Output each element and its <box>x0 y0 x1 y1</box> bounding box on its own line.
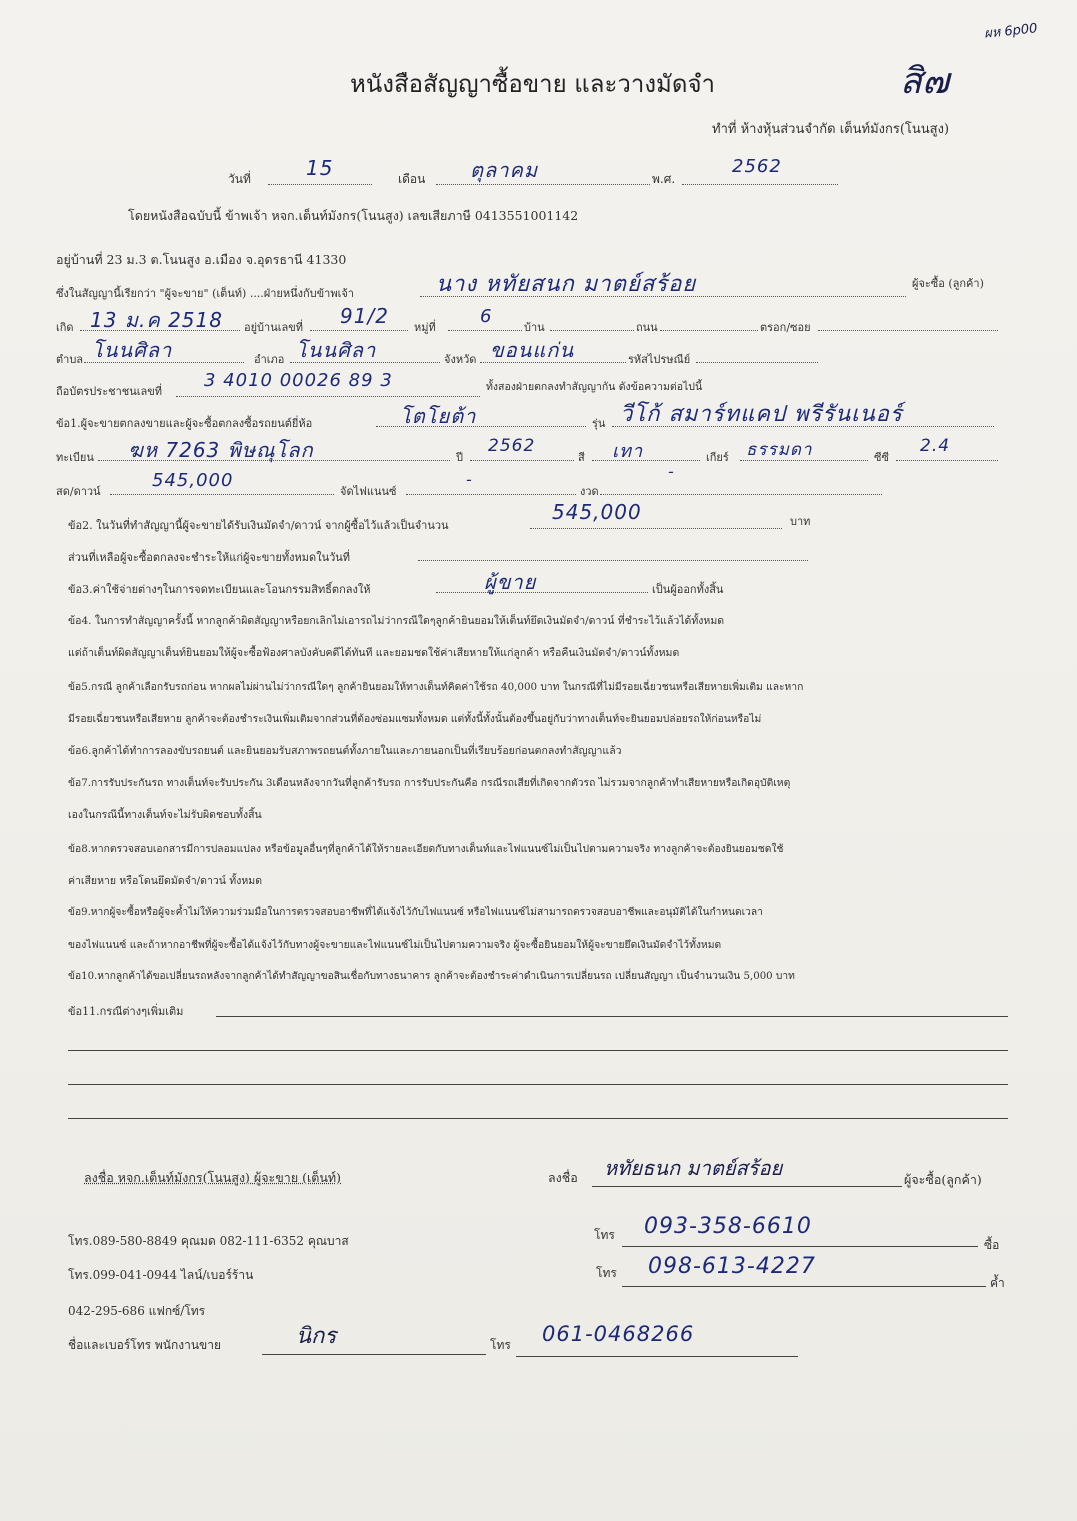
year-value: 2562 <box>732 156 782 177</box>
amphoe-label: อำเภอ <box>254 353 285 366</box>
buyer-role-label: ผู้จะซื้อ (ลูกค้า) <box>912 277 984 290</box>
road-line <box>660 330 758 331</box>
gear-label: เกียร์ <box>706 451 729 464</box>
sales-tel-line <box>516 1356 798 1357</box>
clause5-line1: ข้อ5.กรณี ลูกค้าเลือกรับรถก่อน หากผลไม่ผ่านไม่ว่ากรณีใดๆ ลูกค้ายินยอมให้ทางเต็นท์คิดค่าใช้รถ 40,000 บาท ในกรณีที่ไม่มีรอยเฉี่ยวชนหรือเสียหายเพิ่มเติม และหาก <box>68 681 804 693</box>
id-line <box>176 396 480 397</box>
price-line <box>110 494 334 495</box>
guarantor-tel-role: ค้ำ <box>990 1276 1005 1290</box>
tambon-value: โนนศิลา <box>92 338 173 362</box>
province-value: ขอนแก่น <box>490 338 575 362</box>
period-value: - <box>668 462 675 481</box>
clause6: ข้อ6.ลูกค้าได้ทำการลองขับรถยนต์ และยินยอมรับสภาพรถยนต์ทั้งภายในและภายนอกเป็นที่เรียบร้อยก่อนตกลงทำสัญญาแล้ว <box>68 745 622 757</box>
buyer-tel: 093-358-6610 <box>644 1214 812 1239</box>
period-label: งวด <box>580 485 599 498</box>
moo-value: 6 <box>480 306 493 327</box>
born-value: 13 ม.ค 2518 <box>90 308 223 332</box>
remainder-line: ส่วนที่เหลือผู้จะซื้อตกลงจะชำระให้แก่ผู้จะขายทั้งหมดในวันที่ <box>68 551 351 564</box>
moo-line <box>448 330 522 331</box>
car-brand: โตโยต้า <box>400 404 477 428</box>
sales-label: ชื่อและเบอร์โทร พนักงานขาย <box>68 1338 222 1352</box>
tambon-label: ตำบล <box>56 353 84 366</box>
clause8-line1: ข้อ8.หากตรวจสอบเอกสารมีการปลอมแปลง หรือข้อมูลอื่นๆที่ลูกค้าได้ให้รายละเอียดกับทางเต็นท์และไฟแนนซ์ไม่เป็นไปตามความจริง ทางลูกค้าจะต้องยินยอมชดใช้ <box>68 843 784 855</box>
zip-line <box>696 362 818 363</box>
id-number: 3 4010 00026 89 3 <box>204 370 393 391</box>
guarantor-tel-label: โทร <box>596 1266 617 1280</box>
house-label: อยู่บ้านเลขที่ <box>244 321 304 334</box>
sales-name: นิกร <box>296 1324 337 1349</box>
clause7-line2: เองในกรณีนี้ทางเต็นท์จะไม่รับผิดชอบทั้งสิ้น <box>68 809 262 821</box>
sales-name-line <box>262 1354 486 1355</box>
sales-tel: 061-0468266 <box>542 1322 695 1346</box>
ban-line <box>550 330 634 331</box>
buyer-sign-role: ผู้จะซื้อ(ลูกค้า) <box>904 1172 982 1187</box>
model-label: รุ่น <box>592 417 606 430</box>
buyer-name: นาง หทัยสนก มาตย์สร้อย <box>436 272 697 297</box>
deposit-amount: 545,000 <box>552 500 642 524</box>
reg-year-value: 2562 <box>488 436 536 456</box>
house-line <box>310 330 408 331</box>
ban-label: บ้าน <box>524 321 545 334</box>
month-label: เดือน <box>398 172 426 186</box>
finance-label: จัดไฟแนนซ์ <box>340 485 397 498</box>
deposit-line <box>530 528 782 529</box>
soi-label: ตรอก/ซอย <box>760 321 811 334</box>
clause11-line4 <box>68 1118 1008 1119</box>
color-value: เทา <box>612 441 644 462</box>
month-line <box>436 184 650 185</box>
soi-line <box>818 330 998 331</box>
page-title: หนังสือสัญญาซื้อขาย และวางมัดจำ <box>350 70 715 98</box>
guarantor-tel: 098-613-4227 <box>648 1254 816 1279</box>
year-line <box>682 184 838 185</box>
color-line <box>592 460 700 461</box>
contact-line1: โทร.089-580-8849 คุณมด 082-111-6352 คุณบาส <box>68 1234 349 1248</box>
zip-label: รหัสไปรษณีย์ <box>628 353 691 366</box>
clause5-line2: มีรอยเฉี่ยวชนหรือเสียหาย ลูกค้าจะต้องชำระเงินเพิ่มเติมจากส่วนที่ต้องซ่อมแซมทั้งหมด แต่ทั้งนี้ทั้งนั้นต้องขึ้นอยู่กับว่าทางเต็นท์จะยินยอมปล่อยรถให้ก่อนหรือไม่ <box>68 713 762 725</box>
day-label: วันที่ <box>228 172 251 186</box>
house-value: 91/2 <box>340 304 389 328</box>
clause4-line2: แต่ถ้าเต็นท์ผิดสัญญาเต็นท์ยินยอมให้ผู้จะซื้อฟ้องศาลบังคับคดีได้ทันที และยอมชดใช้ค่าเสียหายให้แก่ลูกค้า หรือคืนเงินมัดจำ/ดาวน์ทั้งหมด <box>68 647 680 659</box>
clause8-line2: ค่าเสียหาย หรือโดนยึดมัดจำ/ดาวน์ ทั้งหมด <box>68 875 263 887</box>
finance-value: - <box>466 470 473 489</box>
road-label: ถนน <box>636 321 658 334</box>
buyer-tel-label: โทร <box>594 1228 615 1242</box>
clause11-line3 <box>68 1084 1008 1085</box>
amphoe-value: โนนศิลา <box>296 338 377 362</box>
clause11-label: ข้อ11.กรณีต่างๆเพิ่มเติม <box>68 1005 184 1018</box>
payer-line <box>436 592 648 593</box>
buyer-signature-line <box>592 1186 902 1187</box>
clause2-text: ข้อ2. ในวันที่ทำสัญญานี้ผู้จะขายได้รับเงินมัดจำ/ดาวน์ จากผู้ซื้อไว้แล้วเป็นจำนวน <box>68 519 449 532</box>
id-label: ถือบัตรประชาชนเลขที่ <box>56 385 162 398</box>
reg-year-line <box>470 460 574 461</box>
year-label: พ.ศ. <box>652 172 676 186</box>
clause9-line2: ของไฟแนนซ์ และถ้าหากอาชีพที่ผู้จะซื้อได้แจ้งไว้กับทางผู้จะขายและไฟแนนซ์ไม่เป็นไปตามความจริง ผู้จะซื้อยินยอมให้ผู้จะขายยึดเงินมัดจำไว้ทั้งหมด <box>68 939 722 951</box>
buyer-sign-label: ลงชื่อ <box>548 1170 578 1185</box>
clause11-line2 <box>68 1050 1008 1051</box>
day-line <box>268 184 372 185</box>
plate-value: ฆห 7263 พิษณุโลก <box>128 438 314 462</box>
price-value: 545,000 <box>152 470 234 491</box>
finance-line <box>406 494 576 495</box>
reg-year-label: ปี <box>456 451 463 464</box>
sales-tel-label: โทร <box>490 1338 511 1352</box>
buyer-tel-role: ซื้อ <box>984 1238 1000 1252</box>
period-line <box>600 494 882 495</box>
car-model: วีโก้ สมาร์ทแคป พรีรันเนอร์ <box>620 402 903 427</box>
seller-line-prefix: ซึ่งในสัญญานี้เรียกว่า "ผู้จะขาย" (เต็นท์) ....ฝ่ายหนึ่งกับข้าพเจ้า <box>56 287 354 300</box>
price-label: สด/ดาวน์ <box>56 485 101 498</box>
contact-line2: โทร.099-041-0944 ไลน์/เบอร์ร้าน <box>68 1268 254 1282</box>
deposit-unit: บาท <box>790 515 811 528</box>
remainder-date-line <box>418 560 808 561</box>
month-value: ตุลาคม <box>470 158 539 182</box>
contact-line3: 042-295-686 แฟกซ์/โทร <box>68 1304 206 1318</box>
fee-payer: ผู้ขาย <box>484 570 537 594</box>
born-label: เกิด <box>56 321 74 334</box>
clause11-line1 <box>216 1016 1008 1017</box>
address-line: อยู่บ้านที่ 23 ม.3 ต.โนนสูง อ.เมือง จ.อุดรธานี 41330 <box>56 252 347 267</box>
cc-line <box>896 460 998 461</box>
buyer-tel-line <box>622 1246 978 1247</box>
province-label: จังหวัด <box>444 353 477 366</box>
cc-value: 2.4 <box>920 436 951 456</box>
buyer-signature: หทัยธนก มาตย์สร้อย <box>604 1156 783 1180</box>
clause3-text: ข้อ3.ค่าใช้จ่ายต่างๆในการจดทะเบียนและโอนกรรมสิทธิ์ตกลงให้ <box>68 583 371 596</box>
place-of-signing: ทำที่ ห้างหุ้นส่วนจำกัด เต็นท์มังกร(โนนสูง) <box>712 122 950 137</box>
seller-signature-line: ลงชื่อ หจก.เต็นท์มังกร(โนนสูง) ผู้จะขาย (เต็นท์) <box>84 1170 342 1185</box>
cc-label: ซีซี <box>874 451 889 464</box>
moo-label: หมู่ที่ <box>414 321 436 334</box>
clause7-line1: ข้อ7.การรับประกันรถ ทางเต็นท์จะรับประกัน 3เดือนหลังจากวันที่ลูกค้ารับรถ การรับประกันคือ กรณีรถเสียที่เกิดจากตัวรถ ไม่รวมจากลูกค้าทำเสียหายหรือเกิดอุบัติเหตุ <box>68 777 791 789</box>
clause10: ข้อ10.หากลูกค้าได้ขอเปลี่ยนรถหลังจากลูกค้าได้ทำสัญญาขอสินเชื่อกับทางธนาคาร ลูกค้าจะต้องชำระค่าดำเนินการเปลี่ยนรถ เปลี่ยนสัญญา เป็นจำนวนเงิน 5,000 บาท <box>68 971 795 982</box>
day-value: 15 <box>306 156 334 180</box>
clause3-suffix: เป็นผู้ออกทั้งสิ้น <box>652 583 724 596</box>
clause4-line1: ข้อ4. ในการทำสัญญาครั้งนี้ หากลูกค้าผิดสัญญาหรือยกเลิกไม่เอารถไม่ว่ากรณีใดๆลูกค้ายินยอมให้เต็นท์ยึดเงินมัดจำ/ดาวน์ ที่ชำระไว้แล้วได้ทั้งหมด <box>68 615 725 627</box>
clause9-line1: ข้อ9.หากผู้จะซื้อหรือผู้จะค้ำไม่ให้ความร่วมมือในการตรวจสอบอาชีพที่ได้แจ้งไว้กับไฟแนนซ์ หรือไฟแนนซ์ไม่สามารถตรวจสอบอาชีพและอนุมัติได้ในกำหนดเวลา <box>68 907 763 918</box>
corner-note: ผห 6p00 <box>983 21 1039 42</box>
clause1-prefix: ข้อ1.ผู้จะขายตกลงขายและผู้จะซื้อตกลงซื้อรถยนต์ยี่ห้อ <box>56 417 313 430</box>
intro-line: โดยหนังสือฉบับนี้ ข้าพเจ้า หจก.เต็นท์มังกร(โนนสูง) เลขเสียภาษี 0413551001142 <box>128 208 579 223</box>
gear-value: ธรรมดา <box>746 440 813 460</box>
document-number: สิ๗ <box>900 61 950 102</box>
id-suffix: ทั้งสองฝ่ายตกลงทำสัญญากัน ดังข้อความต่อไปนี้ <box>486 381 703 393</box>
guarantor-tel-line <box>622 1286 986 1287</box>
plate-label: ทะเบียน <box>56 451 94 464</box>
color-label: สี <box>578 451 585 464</box>
